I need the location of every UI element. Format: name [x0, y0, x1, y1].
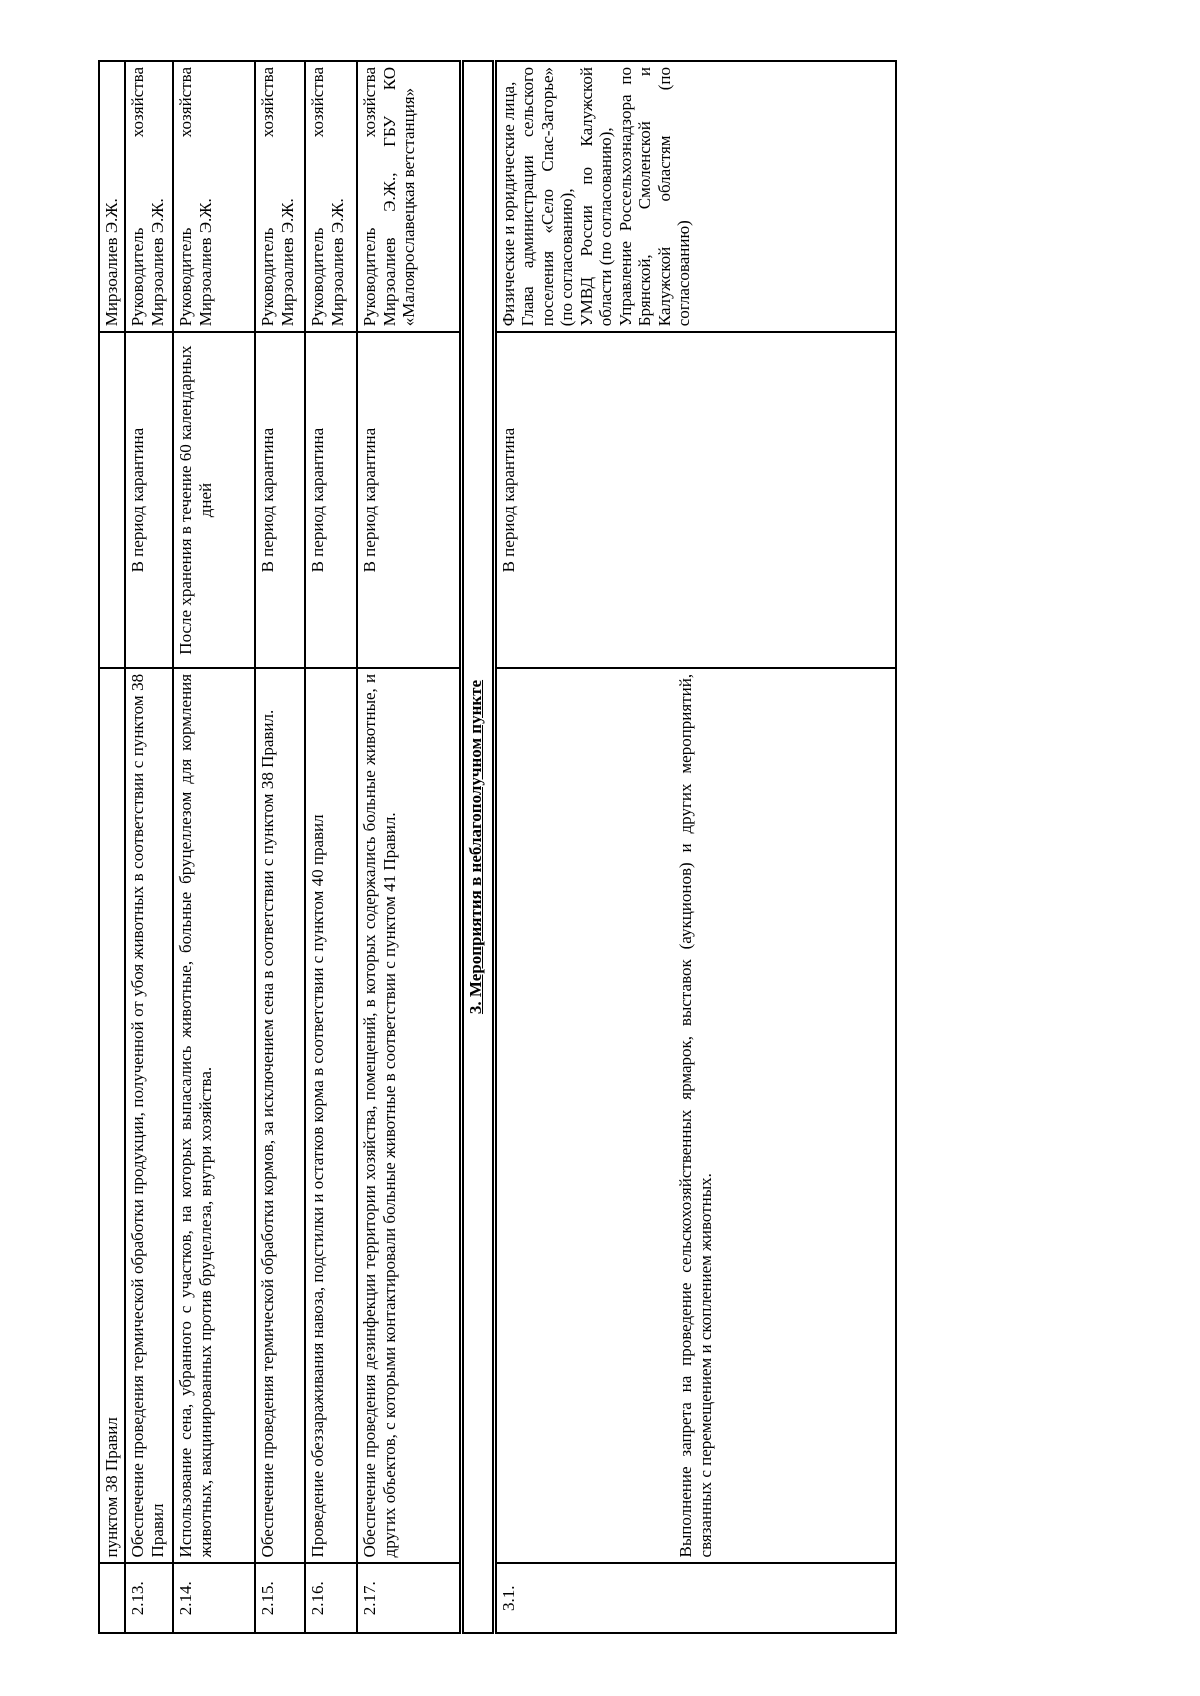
responsible-cell: Руководитель хозяйства Мирзоалиев Э.Ж.	[255, 61, 305, 332]
responsible-line: Управление Россельхознадзора по Брянской, Смоленской и Калужской областям (по согласованию)	[615, 67, 694, 327]
rotated-document-page	[98, 60, 897, 1634]
responsible-cell: Руководитель хозяйства Мирзоалиев Э.Ж.	[305, 61, 357, 332]
responsible-cell: Руководитель хозяйства Мирзоалиев Э.Ж.	[125, 61, 173, 332]
responsible-line: Глава администрации сельского поселения «Село Спас-Загорье» (по согласованию),	[518, 67, 577, 327]
term-cell: После хранения в течение 60 календарных дней	[173, 332, 255, 668]
term-cell: В период карантина	[357, 332, 461, 668]
action-cell: Обеспечение проведения термической обработки кормов, за исключением сена в соответствии с пунктом 38 Правил.	[255, 668, 305, 1564]
term-cell: В период карантина	[255, 332, 305, 668]
table-row	[173, 61, 255, 1633]
responsible-cell: Мирзоалиев Э.Ж.	[99, 61, 125, 332]
action-cell: Выполнение запрета на проведение сельскохозяйственных ярмарок, выставок (аукционов) и других мероприятий, связанных с перемещением и скоплением животных.	[494, 668, 896, 1564]
action-cell: Использование сена, убранного с участков, на которых выпасались животные, больные бруцеллезом для кормления животных, вакцинированных против бруцеллеза, внутри хозяйства.	[173, 668, 255, 1564]
measures-table	[98, 60, 897, 1634]
row-number: 2.15.	[255, 1563, 305, 1633]
measures-table-body	[99, 61, 896, 1633]
row-number	[99, 1563, 125, 1633]
responsible-cell	[494, 61, 896, 332]
responsible-line: Физические и юридические лица,	[498, 81, 518, 327]
row-number: 3.1.	[494, 1563, 896, 1633]
term-cell: В период карантина	[494, 332, 896, 668]
row-number: 2.17.	[357, 1563, 461, 1633]
table-row	[305, 61, 357, 1633]
term-cell	[99, 332, 125, 668]
responsible-cell: Руководитель хозяйства Мирзоалиев Э.Ж.	[173, 61, 255, 332]
table-row	[494, 61, 896, 1633]
action-cell: Обеспечение проведения термической обработки продукции, полученной от убоя животных в соответствии с пунктом 38 Правил	[125, 668, 173, 1564]
section-title	[461, 61, 494, 1633]
responsible-line: УМВД России по Калужской области (по согласованию),	[576, 67, 616, 327]
term-cell: В период карантина	[125, 332, 173, 668]
row-number: 2.16.	[305, 1563, 357, 1633]
action-cell: пунктом 38 Правил	[99, 668, 125, 1564]
section-title-text: 3. Мероприятия в неблагополучном пункте	[465, 679, 485, 1015]
responsible-cell: Руководитель хозяйства Мирзоалиев Э.Ж., ГБУ КО «Малоярославецкая ветстанция»	[357, 61, 461, 332]
row-number: 2.14.	[173, 1563, 255, 1633]
table-row	[125, 61, 173, 1633]
term-cell: В период карантина	[305, 332, 357, 668]
table-row	[99, 61, 125, 1633]
action-cell: Обеспечение проведения дезинфекции территории хозяйства, помещений, в которых содержались больные животные, и других объектов, с которыми контактировали больные животные в соответствии с пунктом 41 Правил.	[357, 668, 461, 1564]
row-number: 2.13.	[125, 1563, 173, 1633]
table-row	[255, 61, 305, 1633]
section-header-row	[461, 61, 494, 1633]
action-cell: Проведение обеззараживания навоза, подстилки и остатков корма в соответствии с пунктом 40 правил	[305, 668, 357, 1564]
table-row	[357, 61, 461, 1633]
